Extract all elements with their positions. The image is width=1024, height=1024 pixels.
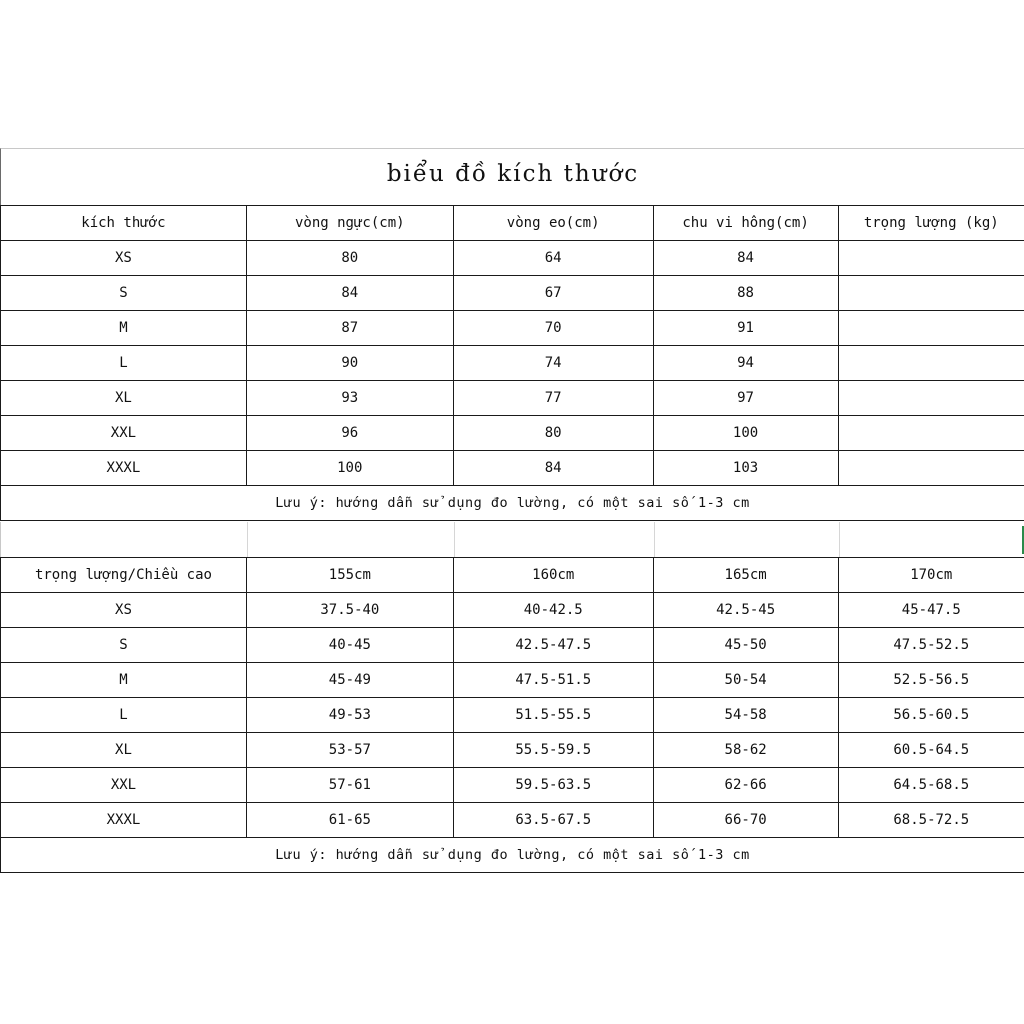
- weight-range-cell[interactable]: 40-45: [246, 628, 453, 663]
- weight-cell[interactable]: [838, 381, 1024, 416]
- weight-table-row: [1, 733, 1024, 768]
- size-label-cell[interactable]: S: [1, 628, 247, 663]
- weight-range-cell[interactable]: 40-42.5: [453, 593, 653, 628]
- chest-cell[interactable]: 93: [246, 381, 453, 416]
- weight-cell[interactable]: [838, 241, 1024, 276]
- weight-cell[interactable]: [838, 451, 1024, 486]
- weight-range-cell[interactable]: 56.5-60.5: [838, 698, 1024, 733]
- measurement-note[interactable]: Lưu ý: hướng dẫn sử dụng đo lường, có một sai số 1-3 cm: [1, 838, 1024, 873]
- weight-range-cell[interactable]: 51.5-55.5: [453, 698, 653, 733]
- height-header-cell[interactable]: 165cm: [653, 558, 838, 593]
- weight-header-cell[interactable]: trọng lượng/Chiều cao: [1, 558, 247, 593]
- size-header-cell[interactable]: chu vi hông(cm): [653, 206, 838, 241]
- spacer-row: [0, 522, 1024, 557]
- height-header-cell[interactable]: 170cm: [838, 558, 1024, 593]
- weight-range-cell[interactable]: 45-50: [653, 628, 838, 663]
- hip-cell[interactable]: 94: [653, 346, 838, 381]
- weight-range-cell[interactable]: 64.5-68.5: [838, 768, 1024, 803]
- weight-table-row: [1, 803, 1024, 838]
- weight-table-row: [1, 663, 1024, 698]
- hip-cell[interactable]: 91: [653, 311, 838, 346]
- weight-range-cell[interactable]: 45-49: [246, 663, 453, 698]
- size-header-cell[interactable]: kích thước: [1, 206, 247, 241]
- weight-range-cell[interactable]: 60.5-64.5: [838, 733, 1024, 768]
- size-label-cell[interactable]: L: [1, 698, 247, 733]
- hip-cell[interactable]: 100: [653, 416, 838, 451]
- weight-range-cell[interactable]: 50-54: [653, 663, 838, 698]
- weight-range-cell[interactable]: 53-57: [246, 733, 453, 768]
- weight-range-cell[interactable]: 47.5-52.5: [838, 628, 1024, 663]
- weight-table-note-row: [1, 838, 1024, 873]
- size-header-cell[interactable]: vòng eo(cm): [453, 206, 653, 241]
- weight-range-cell[interactable]: 45-47.5: [838, 593, 1024, 628]
- hip-cell[interactable]: 84: [653, 241, 838, 276]
- weight-range-cell[interactable]: 49-53: [246, 698, 453, 733]
- weight-table-row: [1, 628, 1024, 663]
- weight-range-cell[interactable]: 68.5-72.5: [838, 803, 1024, 838]
- weight-range-cell[interactable]: 37.5-40: [246, 593, 453, 628]
- chest-cell[interactable]: 90: [246, 346, 453, 381]
- size-label-cell[interactable]: XL: [1, 733, 247, 768]
- waist-cell[interactable]: 70: [453, 311, 653, 346]
- size-table-row: [1, 381, 1024, 416]
- size-table-row: [1, 311, 1024, 346]
- chart-title: biểu đồ kích thước: [386, 161, 640, 187]
- weight-cell[interactable]: [838, 311, 1024, 346]
- size-label-cell[interactable]: XXXL: [1, 451, 247, 486]
- weight-cell[interactable]: [838, 416, 1024, 451]
- size-label-cell[interactable]: XXL: [1, 768, 247, 803]
- weight-range-cell[interactable]: 66-70: [653, 803, 838, 838]
- hip-cell[interactable]: 97: [653, 381, 838, 416]
- size-chart-sheet: [0, 148, 1024, 876]
- weight-cell[interactable]: [838, 276, 1024, 311]
- title-row: [0, 148, 1024, 205]
- weight-range-cell[interactable]: 47.5-51.5: [453, 663, 653, 698]
- size-table: [0, 205, 1024, 521]
- waist-cell[interactable]: 74: [453, 346, 653, 381]
- chest-cell[interactable]: 87: [246, 311, 453, 346]
- weight-cell[interactable]: [838, 346, 1024, 381]
- weight-range-cell[interactable]: 62-66: [653, 768, 838, 803]
- size-label-cell[interactable]: XXXL: [1, 803, 247, 838]
- weight-range-cell[interactable]: 52.5-56.5: [838, 663, 1024, 698]
- size-table-row: [1, 241, 1024, 276]
- spacer-cell[interactable]: [1, 522, 248, 557]
- size-label-cell[interactable]: XS: [1, 241, 247, 276]
- size-table-row: [1, 276, 1024, 311]
- weight-range-cell[interactable]: 58-62: [653, 733, 838, 768]
- weight-table-row: [1, 698, 1024, 733]
- height-header-cell[interactable]: 155cm: [246, 558, 453, 593]
- height-header-cell[interactable]: 160cm: [453, 558, 653, 593]
- chest-cell[interactable]: 84: [246, 276, 453, 311]
- hip-cell[interactable]: 88: [653, 276, 838, 311]
- measurement-note[interactable]: Lưu ý: hướng dẫn sử dụng đo lường, có một sai số 1-3 cm: [1, 486, 1024, 521]
- waist-cell[interactable]: 84: [453, 451, 653, 486]
- waist-cell[interactable]: 77: [453, 381, 653, 416]
- size-label-cell[interactable]: M: [1, 311, 247, 346]
- hip-cell[interactable]: 103: [653, 451, 838, 486]
- weight-height-table: [0, 557, 1024, 873]
- weight-range-cell[interactable]: 63.5-67.5: [453, 803, 653, 838]
- size-label-cell[interactable]: XL: [1, 381, 247, 416]
- spacer-cell[interactable]: [247, 522, 455, 557]
- size-header-cell[interactable]: vòng ngực(cm): [246, 206, 453, 241]
- weight-range-cell[interactable]: 54-58: [653, 698, 838, 733]
- chest-cell[interactable]: 100: [246, 451, 453, 486]
- size-label-cell[interactable]: XS: [1, 593, 247, 628]
- weight-table-row: [1, 593, 1024, 628]
- weight-range-cell[interactable]: 61-65: [246, 803, 453, 838]
- waist-cell[interactable]: 67: [453, 276, 653, 311]
- weight-table-row: [1, 768, 1024, 803]
- weight-range-cell[interactable]: 42.5-45: [653, 593, 838, 628]
- waist-cell[interactable]: 80: [453, 416, 653, 451]
- weight-table-header-row: [1, 558, 1024, 593]
- chest-cell[interactable]: 80: [246, 241, 453, 276]
- size-table-row: [1, 346, 1024, 381]
- size-table-header-row: [1, 206, 1024, 241]
- waist-cell[interactable]: 64: [453, 241, 653, 276]
- size-table-row: [1, 451, 1024, 486]
- chest-cell[interactable]: 96: [246, 416, 453, 451]
- size-table-note-row: [1, 486, 1024, 521]
- size-label-cell[interactable]: M: [1, 663, 247, 698]
- size-table-row: [1, 416, 1024, 451]
- spacer-cell[interactable]: [454, 522, 655, 557]
- size-label-cell[interactable]: XXL: [1, 416, 247, 451]
- weight-range-cell[interactable]: 55.5-59.5: [453, 733, 653, 768]
- spacer-cell[interactable]: [654, 522, 840, 557]
- weight-range-cell[interactable]: 57-61: [246, 768, 453, 803]
- size-header-cell[interactable]: trọng lượng (kg): [838, 206, 1024, 241]
- weight-range-cell[interactable]: 42.5-47.5: [453, 628, 653, 663]
- weight-range-cell[interactable]: 59.5-63.5: [453, 768, 653, 803]
- size-label-cell[interactable]: S: [1, 276, 247, 311]
- size-label-cell[interactable]: L: [1, 346, 247, 381]
